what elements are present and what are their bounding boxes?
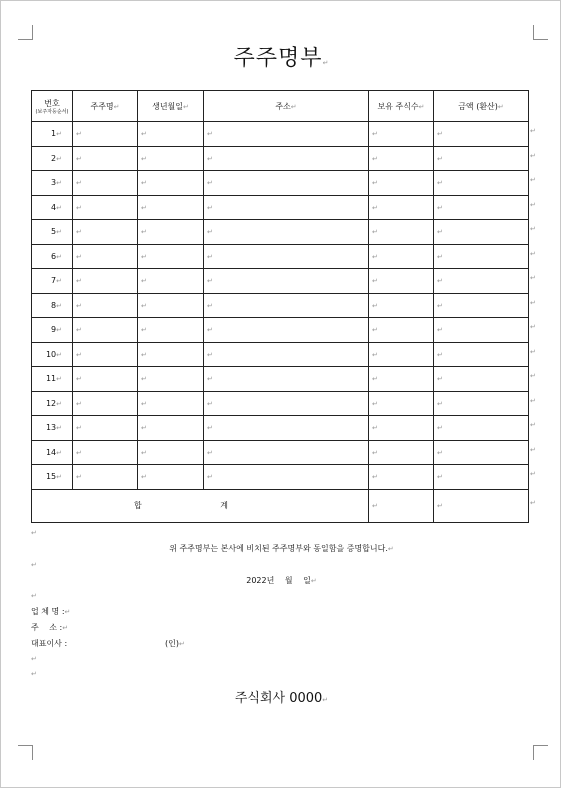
row-end-mark: ↵: [530, 445, 536, 454]
table-header-row: [32, 91, 529, 122]
table-row: [32, 122, 529, 147]
amount-cell[interactable]: [434, 342, 529, 367]
shareholder-cell[interactable]: [73, 220, 138, 245]
row-end-mark: ↵: [530, 274, 536, 282]
row-end-mark: ↵: [530, 499, 536, 507]
paragraph-mark: ↵: [56, 473, 62, 482]
paragraph-mark: ↵: [76, 350, 82, 359]
table-row: [32, 440, 529, 465]
amount-cell[interactable]: [434, 367, 529, 392]
address-cell[interactable]: [204, 244, 369, 269]
empty-paragraph: [31, 669, 37, 678]
address-cell[interactable]: [204, 342, 369, 367]
shareholder-cell[interactable]: [73, 244, 138, 269]
paragraph-mark: ↵: [76, 473, 82, 482]
shareholder-cell[interactable]: [73, 293, 138, 318]
paragraph-mark: ↵: [141, 473, 147, 482]
paragraph-mark: ↵: [418, 102, 425, 111]
paragraph-mark: ↵: [141, 424, 147, 433]
amount-cell[interactable]: [434, 122, 529, 147]
row-end-mark: ↵: [530, 151, 536, 160]
amount-cell[interactable]: [434, 416, 529, 441]
total-row: [32, 489, 529, 522]
address-cell[interactable]: [204, 293, 369, 318]
paragraph-mark: ↵: [372, 179, 378, 188]
birthdate-cell[interactable]: [138, 195, 204, 220]
paragraph-mark: ↵: [56, 179, 62, 188]
shares-cell[interactable]: [369, 416, 434, 441]
empty-paragraph: [31, 591, 37, 600]
paragraph-mark: ↵: [207, 277, 213, 286]
birthdate-cell[interactable]: [138, 416, 204, 441]
paragraph-mark: ↵: [437, 130, 443, 139]
row-number-cell[interactable]: 14↵: [32, 440, 73, 465]
birthdate-cell[interactable]: [138, 146, 204, 171]
row-number-cell[interactable]: 3↵: [32, 171, 73, 196]
paragraph-mark: ↵: [437, 154, 443, 163]
paragraph-mark: ↵: [76, 154, 82, 163]
amount-cell[interactable]: [434, 220, 529, 245]
address-cell[interactable]: [204, 440, 369, 465]
header-address[interactable]: 주소↵: [204, 91, 369, 122]
shareholder-cell[interactable]: [73, 269, 138, 294]
paragraph-mark: ↵: [437, 502, 443, 510]
paragraph-mark: ↵: [437, 203, 443, 212]
header-birthdate[interactable]: 생년월일↵: [138, 91, 204, 122]
shareholder-cell[interactable]: [73, 367, 138, 392]
row-number-cell[interactable]: 8↵: [32, 293, 73, 318]
row-number-cell[interactable]: 5↵: [32, 220, 73, 245]
paragraph-mark: ↵: [372, 502, 378, 510]
paragraph-mark: ↵: [183, 102, 189, 111]
paragraph-mark: ↵: [76, 179, 82, 188]
page-corner-mark: [533, 25, 548, 40]
row-number-cell[interactable]: 6↵: [32, 244, 73, 269]
birthdate-cell[interactable]: [138, 318, 204, 343]
paragraph-mark: ↵: [141, 203, 147, 212]
paragraph-mark: ↵: [31, 529, 37, 537]
paragraph-mark: ↵: [113, 102, 120, 111]
paragraph-mark: ↵: [387, 545, 394, 553]
row-end-mark: ↵: [530, 176, 536, 184]
paragraph-mark: ↵: [56, 375, 62, 384]
paragraph-mark: ↵: [56, 350, 62, 359]
paragraph-mark: ↵: [76, 228, 82, 237]
table-row: [32, 195, 529, 220]
paragraph-mark: ↵: [207, 448, 213, 457]
birthdate-cell[interactable]: [138, 269, 204, 294]
paragraph-mark: ↵: [372, 375, 378, 384]
row-end-mark: ↵: [530, 249, 536, 258]
table-row: [32, 269, 529, 294]
address-cell[interactable]: [204, 146, 369, 171]
table-row: [32, 465, 529, 490]
shareholder-cell[interactable]: [73, 318, 138, 343]
address-cell[interactable]: [204, 318, 369, 343]
row-number-cell[interactable]: 12↵: [32, 391, 73, 416]
paragraph-mark: ↵: [76, 424, 82, 433]
shares-cell[interactable]: [369, 293, 434, 318]
address-cell[interactable]: [204, 195, 369, 220]
paragraph-mark: ↵: [372, 473, 378, 482]
birthdate-cell[interactable]: [138, 293, 204, 318]
paragraph-mark: ↵: [497, 102, 504, 111]
shares-cell[interactable]: [369, 146, 434, 171]
amount-cell[interactable]: [434, 293, 529, 318]
paragraph-mark: ↵: [207, 252, 213, 261]
seal-mark[interactable]: (인)↵: [165, 639, 185, 648]
amount-cell[interactable]: [434, 318, 529, 343]
amount-cell[interactable]: [434, 440, 529, 465]
paragraph-mark: ↵: [437, 473, 443, 482]
row-number-cell[interactable]: 1↵: [32, 122, 73, 147]
address-field[interactable]: 주 소 :↵: [31, 623, 69, 632]
total-shares-cell[interactable]: [369, 489, 434, 522]
paragraph-mark: ↵: [76, 375, 82, 384]
row-number-cell[interactable]: 15↵: [32, 465, 73, 490]
paragraph-mark: ↵: [437, 228, 443, 237]
paragraph-mark: ↵: [207, 326, 213, 335]
amount-cell[interactable]: [434, 391, 529, 416]
shares-cell[interactable]: [369, 122, 434, 147]
paragraph-mark: ↵: [141, 399, 147, 408]
paragraph-mark: ↵: [141, 448, 147, 457]
paragraph-mark: ↵: [56, 228, 62, 237]
shareholder-cell[interactable]: [73, 440, 138, 465]
total-amount-cell[interactable]: [434, 489, 529, 522]
paragraph-mark: ↵: [437, 252, 443, 261]
paragraph-mark: ↵: [372, 203, 378, 212]
paragraph-mark: ↵: [290, 102, 297, 111]
amount-cell[interactable]: [434, 195, 529, 220]
row-end-mark: ↵: [530, 396, 536, 405]
paragraph-mark: ↵: [437, 326, 443, 335]
birthdate-cell[interactable]: [138, 122, 204, 147]
paragraph-mark: ↵: [372, 399, 378, 408]
paragraph-mark: ↵: [207, 301, 213, 310]
paragraph-mark: ↵: [56, 399, 62, 408]
row-end-mark: ↵: [530, 372, 536, 380]
paragraph-mark: ↵: [372, 350, 378, 359]
empty-paragraph: [31, 654, 37, 663]
paragraph-mark: ↵: [76, 399, 82, 408]
paragraph-mark: ↵: [437, 399, 443, 408]
paragraph-mark: ↵: [372, 301, 378, 310]
page-corner-mark: [18, 25, 33, 40]
paragraph-mark: ↵: [207, 424, 213, 433]
shares-cell[interactable]: [369, 318, 434, 343]
address-cell[interactable]: [204, 367, 369, 392]
paragraph-mark: ↵: [56, 252, 62, 261]
paragraph-mark: ↵: [372, 326, 378, 335]
paragraph-mark: ↵: [56, 424, 62, 433]
table-row: [32, 367, 529, 392]
table-row: [32, 244, 529, 269]
table-row: [32, 171, 529, 196]
row-number-cell[interactable]: 2↵: [32, 146, 73, 171]
table-row: [32, 146, 529, 171]
ceo-field[interactable]: 대표이사 :: [31, 639, 68, 648]
paragraph-mark: ↵: [141, 350, 147, 359]
company-name[interactable]: 주식회사 0000↵: [234, 691, 329, 706]
shares-cell[interactable]: [369, 465, 434, 490]
paragraph-mark: ↵: [76, 301, 82, 310]
paragraph-mark: ↵: [207, 399, 213, 408]
paragraph-mark: ↵: [207, 179, 213, 188]
paragraph-mark: ↵: [437, 277, 443, 286]
birthdate-cell[interactable]: [138, 367, 204, 392]
certification-statement[interactable]: 위 주주명부는 본사에 비치된 주주명부와 동일함을 증명합니다.↵: [169, 544, 394, 553]
birthdate-cell[interactable]: [138, 171, 204, 196]
birthdate-cell[interactable]: [138, 342, 204, 367]
paragraph-mark: ↵: [56, 301, 62, 310]
paragraph-mark: ↵: [56, 326, 62, 335]
table-row: [32, 220, 529, 245]
shares-cell[interactable]: [369, 342, 434, 367]
address-cell[interactable]: [204, 269, 369, 294]
shares-cell[interactable]: [369, 220, 434, 245]
date-line[interactable]: 2022년 월 일↵: [246, 576, 317, 585]
page-corner-mark: [533, 745, 548, 760]
header-amount[interactable]: 금액 (환산)↵: [434, 91, 529, 122]
paragraph-mark: ↵: [141, 301, 147, 310]
header-shares[interactable]: 보유 주식수↵: [369, 91, 434, 122]
shareholder-cell[interactable]: [73, 122, 138, 147]
shareholder-table[interactable]: [31, 90, 529, 523]
table-row: [32, 391, 529, 416]
paragraph-mark: ↵: [141, 179, 147, 188]
paragraph-mark: ↵: [372, 277, 378, 286]
header-number[interactable]: 번호 (보주자등순서): [32, 91, 73, 122]
paragraph-mark: ↵: [207, 473, 213, 482]
birthdate-cell[interactable]: [138, 244, 204, 269]
paragraph-mark: ↵: [207, 154, 213, 163]
paragraph-mark: ↵: [178, 640, 185, 648]
paragraph-mark: ↵: [372, 448, 378, 457]
shareholder-cell[interactable]: [73, 171, 138, 196]
shareholder-cell[interactable]: [73, 391, 138, 416]
shareholder-cell[interactable]: [73, 146, 138, 171]
shareholder-cell[interactable]: [73, 342, 138, 367]
paragraph-mark: ↵: [62, 624, 69, 632]
page-corner-mark: [18, 745, 33, 760]
header-number-subtitle: (보주자등순서): [35, 108, 69, 115]
paragraph-mark: ↵: [437, 350, 443, 359]
row-number-cell[interactable]: 4↵: [32, 195, 73, 220]
paragraph-mark: ↵: [372, 228, 378, 237]
paragraph-mark: ↵: [372, 252, 378, 261]
paragraph-mark: ↵: [141, 154, 147, 163]
paragraph-mark: ↵: [207, 350, 213, 359]
document-title[interactable]: [1, 41, 561, 72]
paragraph-mark: ↵: [207, 228, 213, 237]
paragraph-mark: ↵: [76, 252, 82, 261]
row-end-mark: ↵: [530, 470, 536, 478]
paragraph-mark: ↵: [56, 203, 62, 212]
paragraph-mark: ↵: [437, 448, 443, 457]
shareholder-cell[interactable]: [73, 195, 138, 220]
paragraph-mark: ↵: [56, 130, 62, 139]
paragraph-mark: ↵: [31, 592, 37, 600]
table-row: [32, 293, 529, 318]
address-cell[interactable]: [204, 465, 369, 490]
amount-cell[interactable]: [434, 146, 529, 171]
shareholder-cell[interactable]: [73, 416, 138, 441]
amount-cell[interactable]: [434, 171, 529, 196]
birthdate-cell[interactable]: [138, 465, 204, 490]
empty-paragraph: [31, 528, 37, 537]
amount-cell[interactable]: [434, 269, 529, 294]
paragraph-mark: ↵: [372, 154, 378, 163]
paragraph-mark: ↵: [76, 448, 82, 457]
paragraph-mark: ↵: [76, 326, 82, 335]
paragraph-mark: ↵: [76, 203, 82, 212]
table-body: [32, 122, 529, 490]
row-number-cell[interactable]: 13↵: [32, 416, 73, 441]
row-number-cell[interactable]: 9↵: [32, 318, 73, 343]
paragraph-mark: ↵: [141, 130, 147, 139]
shares-cell[interactable]: [369, 367, 434, 392]
address-cell[interactable]: [204, 171, 369, 196]
row-number-cell[interactable]: 11↵: [32, 367, 73, 392]
paragraph-mark: ↵: [437, 301, 443, 310]
shares-cell[interactable]: [369, 269, 434, 294]
paragraph-mark: ↵: [141, 375, 147, 384]
birthdate-cell[interactable]: [138, 220, 204, 245]
shares-cell[interactable]: [369, 171, 434, 196]
row-end-mark: ↵: [530, 298, 536, 307]
total-label-cell[interactable]: 합 계: [32, 489, 369, 522]
paragraph-mark: ↵: [31, 561, 37, 569]
paragraph-mark: ↵: [141, 228, 147, 237]
row-end-mark: ↵: [530, 421, 536, 429]
paragraph-mark: ↵: [76, 277, 82, 286]
row-end-mark: ↵: [530, 323, 536, 331]
row-end-mark: ↵: [530, 225, 536, 233]
shares-cell[interactable]: [369, 440, 434, 465]
paragraph-mark: ↵: [207, 375, 213, 384]
address-cell[interactable]: [204, 220, 369, 245]
birthdate-cell[interactable]: [138, 391, 204, 416]
paragraph-mark: ↵: [56, 448, 62, 457]
amount-cell[interactable]: [434, 465, 529, 490]
amount-cell[interactable]: [434, 244, 529, 269]
paragraph-mark: ↵: [372, 424, 378, 433]
paragraph-mark: ↵: [207, 130, 213, 139]
row-number-cell[interactable]: 7↵: [32, 269, 73, 294]
paragraph-mark: ↵: [141, 277, 147, 286]
table-row: [32, 318, 529, 343]
shareholder-cell[interactable]: [73, 465, 138, 490]
paragraph-mark: ↵: [322, 696, 329, 704]
paragraph-mark: ↵: [31, 670, 37, 678]
empty-paragraph: [31, 560, 37, 569]
company-name-field[interactable]: 업 체 명 :↵: [31, 607, 71, 616]
table-row: [32, 416, 529, 441]
paragraph-mark: ↵: [56, 277, 62, 286]
paragraph-mark: ↵: [437, 424, 443, 433]
address-cell[interactable]: [204, 391, 369, 416]
header-shareholder[interactable]: 주주명↵: [73, 91, 138, 122]
birthdate-cell[interactable]: [138, 440, 204, 465]
paragraph-mark: ↵: [64, 608, 71, 616]
row-end-mark: ↵: [530, 200, 536, 209]
title-text: 주주명부: [233, 46, 323, 71]
paragraph-mark: ↵: [141, 252, 147, 261]
paragraph-mark: ↵: [76, 130, 82, 139]
paragraph-mark: ↵: [322, 59, 330, 67]
paragraph-mark: ↵: [310, 577, 317, 585]
paragraph-mark: ↵: [31, 655, 37, 663]
paragraph-mark: ↵: [372, 130, 378, 139]
paragraph-mark: ↵: [56, 154, 62, 163]
paragraph-mark: ↵: [437, 179, 443, 188]
shares-cell[interactable]: [369, 195, 434, 220]
row-end-mark: ↵: [530, 127, 536, 135]
table-row: [32, 342, 529, 367]
paragraph-mark: ↵: [437, 375, 443, 384]
paragraph-mark: ↵: [141, 326, 147, 335]
address-cell[interactable]: [204, 122, 369, 147]
row-end-mark: ↵: [530, 347, 536, 356]
address-cell[interactable]: [204, 416, 369, 441]
shares-cell[interactable]: [369, 244, 434, 269]
paragraph-mark: ↵: [207, 203, 213, 212]
shares-cell[interactable]: [369, 391, 434, 416]
row-number-cell[interactable]: 10↵: [32, 342, 73, 367]
